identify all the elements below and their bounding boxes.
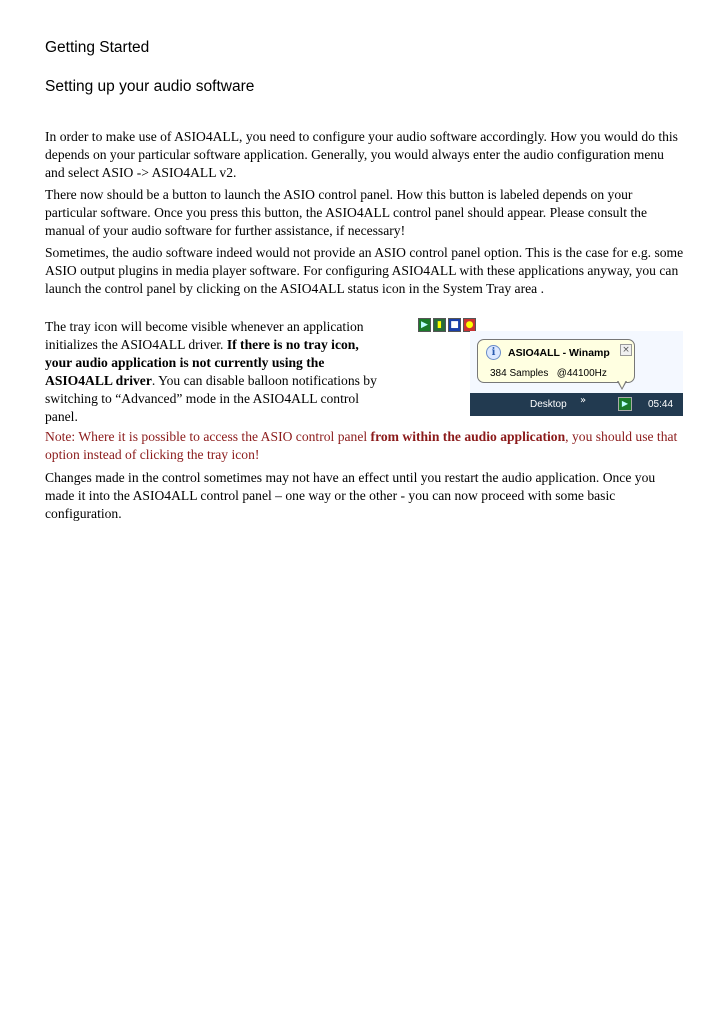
subsection-title: Setting up your audio software bbox=[45, 78, 255, 95]
paragraph-control-panel-button: There now should be a button to launch the ASIO control panel. How this button is labeled depends on your particular software. Once you press this button, the ASIO4ALL control panel should appear. Please consult the manual of your audio software for further assistance, if necessary! bbox=[45, 187, 648, 238]
record-icon: ● bbox=[463, 318, 476, 332]
bars-icon: ▮ bbox=[433, 318, 446, 332]
tray-text-a: The tray icon will become visible whenever an application initializes the ASIO4ALL driver. bbox=[45, 319, 364, 352]
play-icon: ▶ bbox=[418, 318, 431, 332]
balloon-notification bbox=[477, 339, 635, 383]
balloon-text: 384 Samples @44100Hz bbox=[490, 368, 607, 379]
note-paragraph bbox=[45, 428, 685, 464]
stop-icon: ■ bbox=[448, 318, 461, 332]
section-title: Getting Started bbox=[45, 39, 150, 56]
note-text-bold: from within the audio application bbox=[370, 429, 566, 444]
note-text-c: , you should use that option instead of clicking the tray icon! bbox=[45, 429, 678, 462]
close-icon[interactable]: × bbox=[620, 344, 632, 356]
tray-text-c: . You can disable balloon notifications by switching to “Advanced” mode in the ASIO4ALL control panel. bbox=[45, 373, 377, 424]
balloon-title: ASIO4ALL - Winamp bbox=[508, 347, 610, 359]
balloon-tail-inner bbox=[618, 380, 626, 388]
paragraph-tray-icon bbox=[45, 318, 380, 426]
paragraph-no-control-panel: Sometimes, the audio software indeed would not provide an ASIO control panel option. This is the case for e.g. some ASIO output plugins in media player software. For configuring ASIO4ALL with these applications anyway, you can launch the control panel by clicking on the ASIO4ALL status icon in the System Tray area . bbox=[45, 245, 684, 296]
tray-asio-icon[interactable]: ▶ bbox=[618, 397, 632, 411]
paragraph-configure: In order to make use of ASIO4ALL, you need to configure your audio software accordingly. How you would do this depends on your particular software application. Generally, you would always enter the audio configuration menu and select ASIO -> ASIO4ALL v2. bbox=[45, 129, 678, 180]
tray-text-bold: If there is no tray icon, your audio application is not currently using the ASIO4ALL driver bbox=[45, 337, 359, 388]
info-icon: i bbox=[486, 345, 501, 360]
paragraph-restart: Changes made in the control sometimes may not have an effect until you restart the audio application. Once you made it into the ASIO4ALL control panel – one way or the other - you can now proceed with some basic configuration. bbox=[45, 470, 656, 521]
chevron-right-icon[interactable]: » bbox=[580, 395, 587, 406]
note-text-a: Note: Where it is possible to access the ASIO control panel bbox=[45, 429, 371, 444]
taskbar bbox=[470, 393, 683, 416]
taskbar-clock: 05:44 bbox=[648, 399, 674, 410]
taskbar-desktop-label[interactable]: Desktop bbox=[530, 399, 567, 410]
tray-screenshot bbox=[470, 331, 683, 416]
